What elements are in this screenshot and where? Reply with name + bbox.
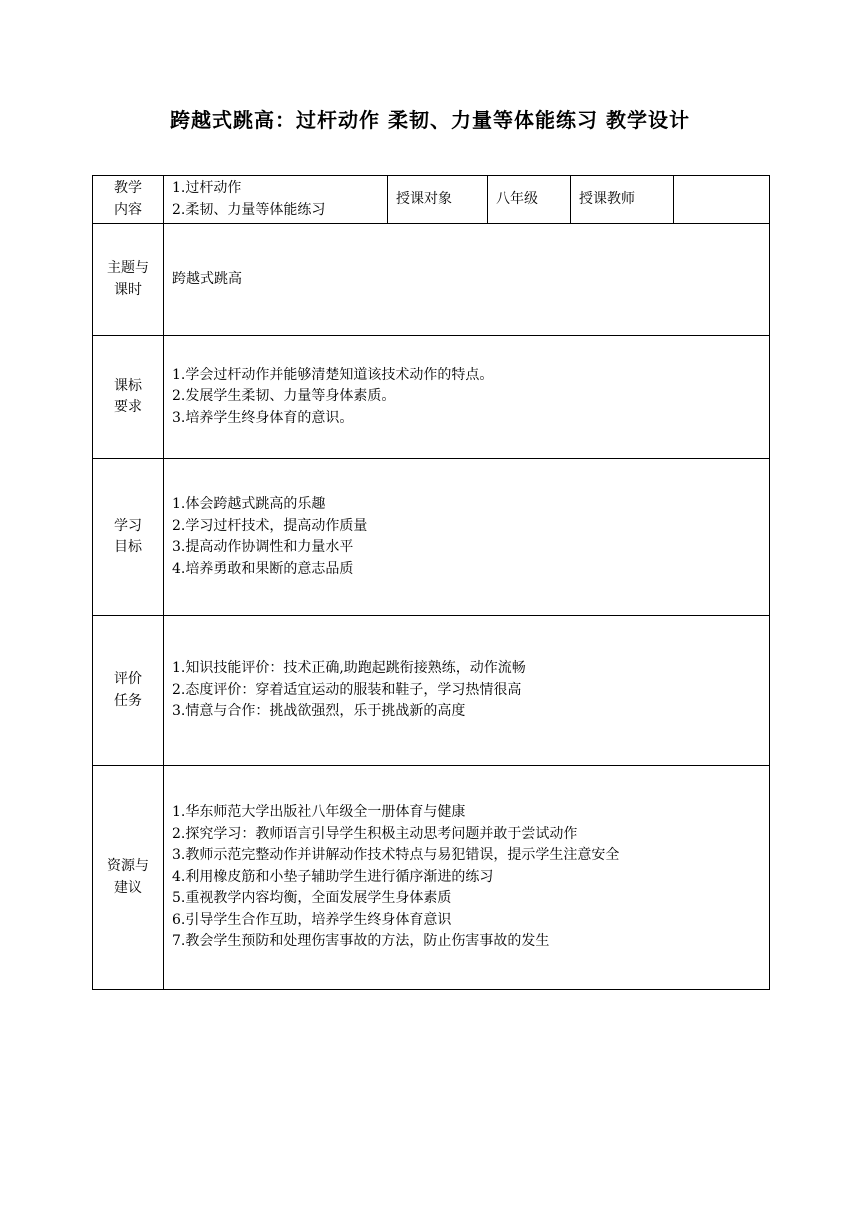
standard-items: [164, 336, 770, 459]
document-title: 跨越式跳高：过杆动作 柔韧、力量等体能练习 教学设计: [170, 108, 690, 132]
row-label-standard: 课标 要求: [93, 336, 164, 459]
target-value: 八年级: [488, 176, 571, 224]
target-label: 授课对象: [388, 176, 488, 224]
list-item: 2.发展学生柔韧、力量等身体素质。: [172, 388, 396, 405]
list-item: 3.提高动作协调性和力量水平: [172, 539, 354, 555]
topic-text: 跨越式跳高: [164, 224, 770, 336]
list-item: 1.学会过杆动作并能够清楚知道该技术动作的特点。: [172, 366, 494, 383]
row-label-resources: 资源与 建议: [93, 766, 164, 990]
list-item: 2.学习过杆技术，提高动作质量: [172, 517, 368, 534]
evaluation-items: [164, 616, 770, 766]
list-item: 3.培养学生终身体育的意识。: [172, 409, 354, 426]
row-teaching-content: [93, 176, 770, 224]
list-item: 1.过杆动作: [172, 180, 242, 196]
lesson-plan-table: [92, 175, 770, 990]
list-item: 1.华东师范大学出版社八年级全一册体育与健康: [172, 804, 466, 821]
teacher-label: 授课教师: [571, 176, 674, 224]
list-item: 1.知识技能评价：技术正确,助跑起跳衔接熟练，动作流畅: [172, 660, 526, 677]
row-goals: [93, 459, 770, 616]
list-item: 1.体会跨越式跳高的乐趣: [172, 496, 326, 512]
row-standard: [93, 336, 770, 459]
list-item: 2.柔韧、力量等体能练习: [172, 201, 326, 218]
list-item: 2.探究学习：教师语言引导学生积极主动思考问题并敢于尝试动作: [172, 825, 578, 842]
row-label-topic: 主题与 课时: [93, 224, 164, 336]
goals-items: [164, 459, 770, 616]
row-label-goals: 学习 目标: [93, 459, 164, 616]
row-resources: [93, 766, 770, 990]
list-item: 7.教会学生预防和处理伤害事故的方法，防止伤害事故的发生: [172, 933, 550, 950]
row-label-content: 教学 内容: [93, 176, 164, 224]
list-item: 4.培养勇敢和果断的意志品质: [172, 560, 354, 577]
list-item: 2.态度评价：穿着适宜运动的服装和鞋子，学习热情很高: [172, 681, 522, 698]
row-label-evaluation: 评价 任务: [93, 616, 164, 766]
content-items: [164, 176, 388, 224]
resources-items: [164, 766, 770, 990]
list-item: 3.情意与合作：挑战欲强烈，乐于挑战新的高度: [172, 703, 466, 720]
list-item: 4.利用橡皮筋和小垫子辅助学生进行循序渐进的练习: [172, 868, 494, 885]
row-topic: [93, 224, 770, 336]
list-item: 5.重视教学内容均衡，全面发展学生身体素质: [172, 890, 452, 907]
teacher-value: [674, 176, 770, 224]
list-item: 6.引导学生合作互助，培养学生终身体育意识: [172, 911, 452, 928]
row-evaluation: [93, 616, 770, 766]
list-item: 3.教师示范完整动作并讲解动作技术特点与易犯错误，提示学生注意安全: [172, 847, 620, 864]
